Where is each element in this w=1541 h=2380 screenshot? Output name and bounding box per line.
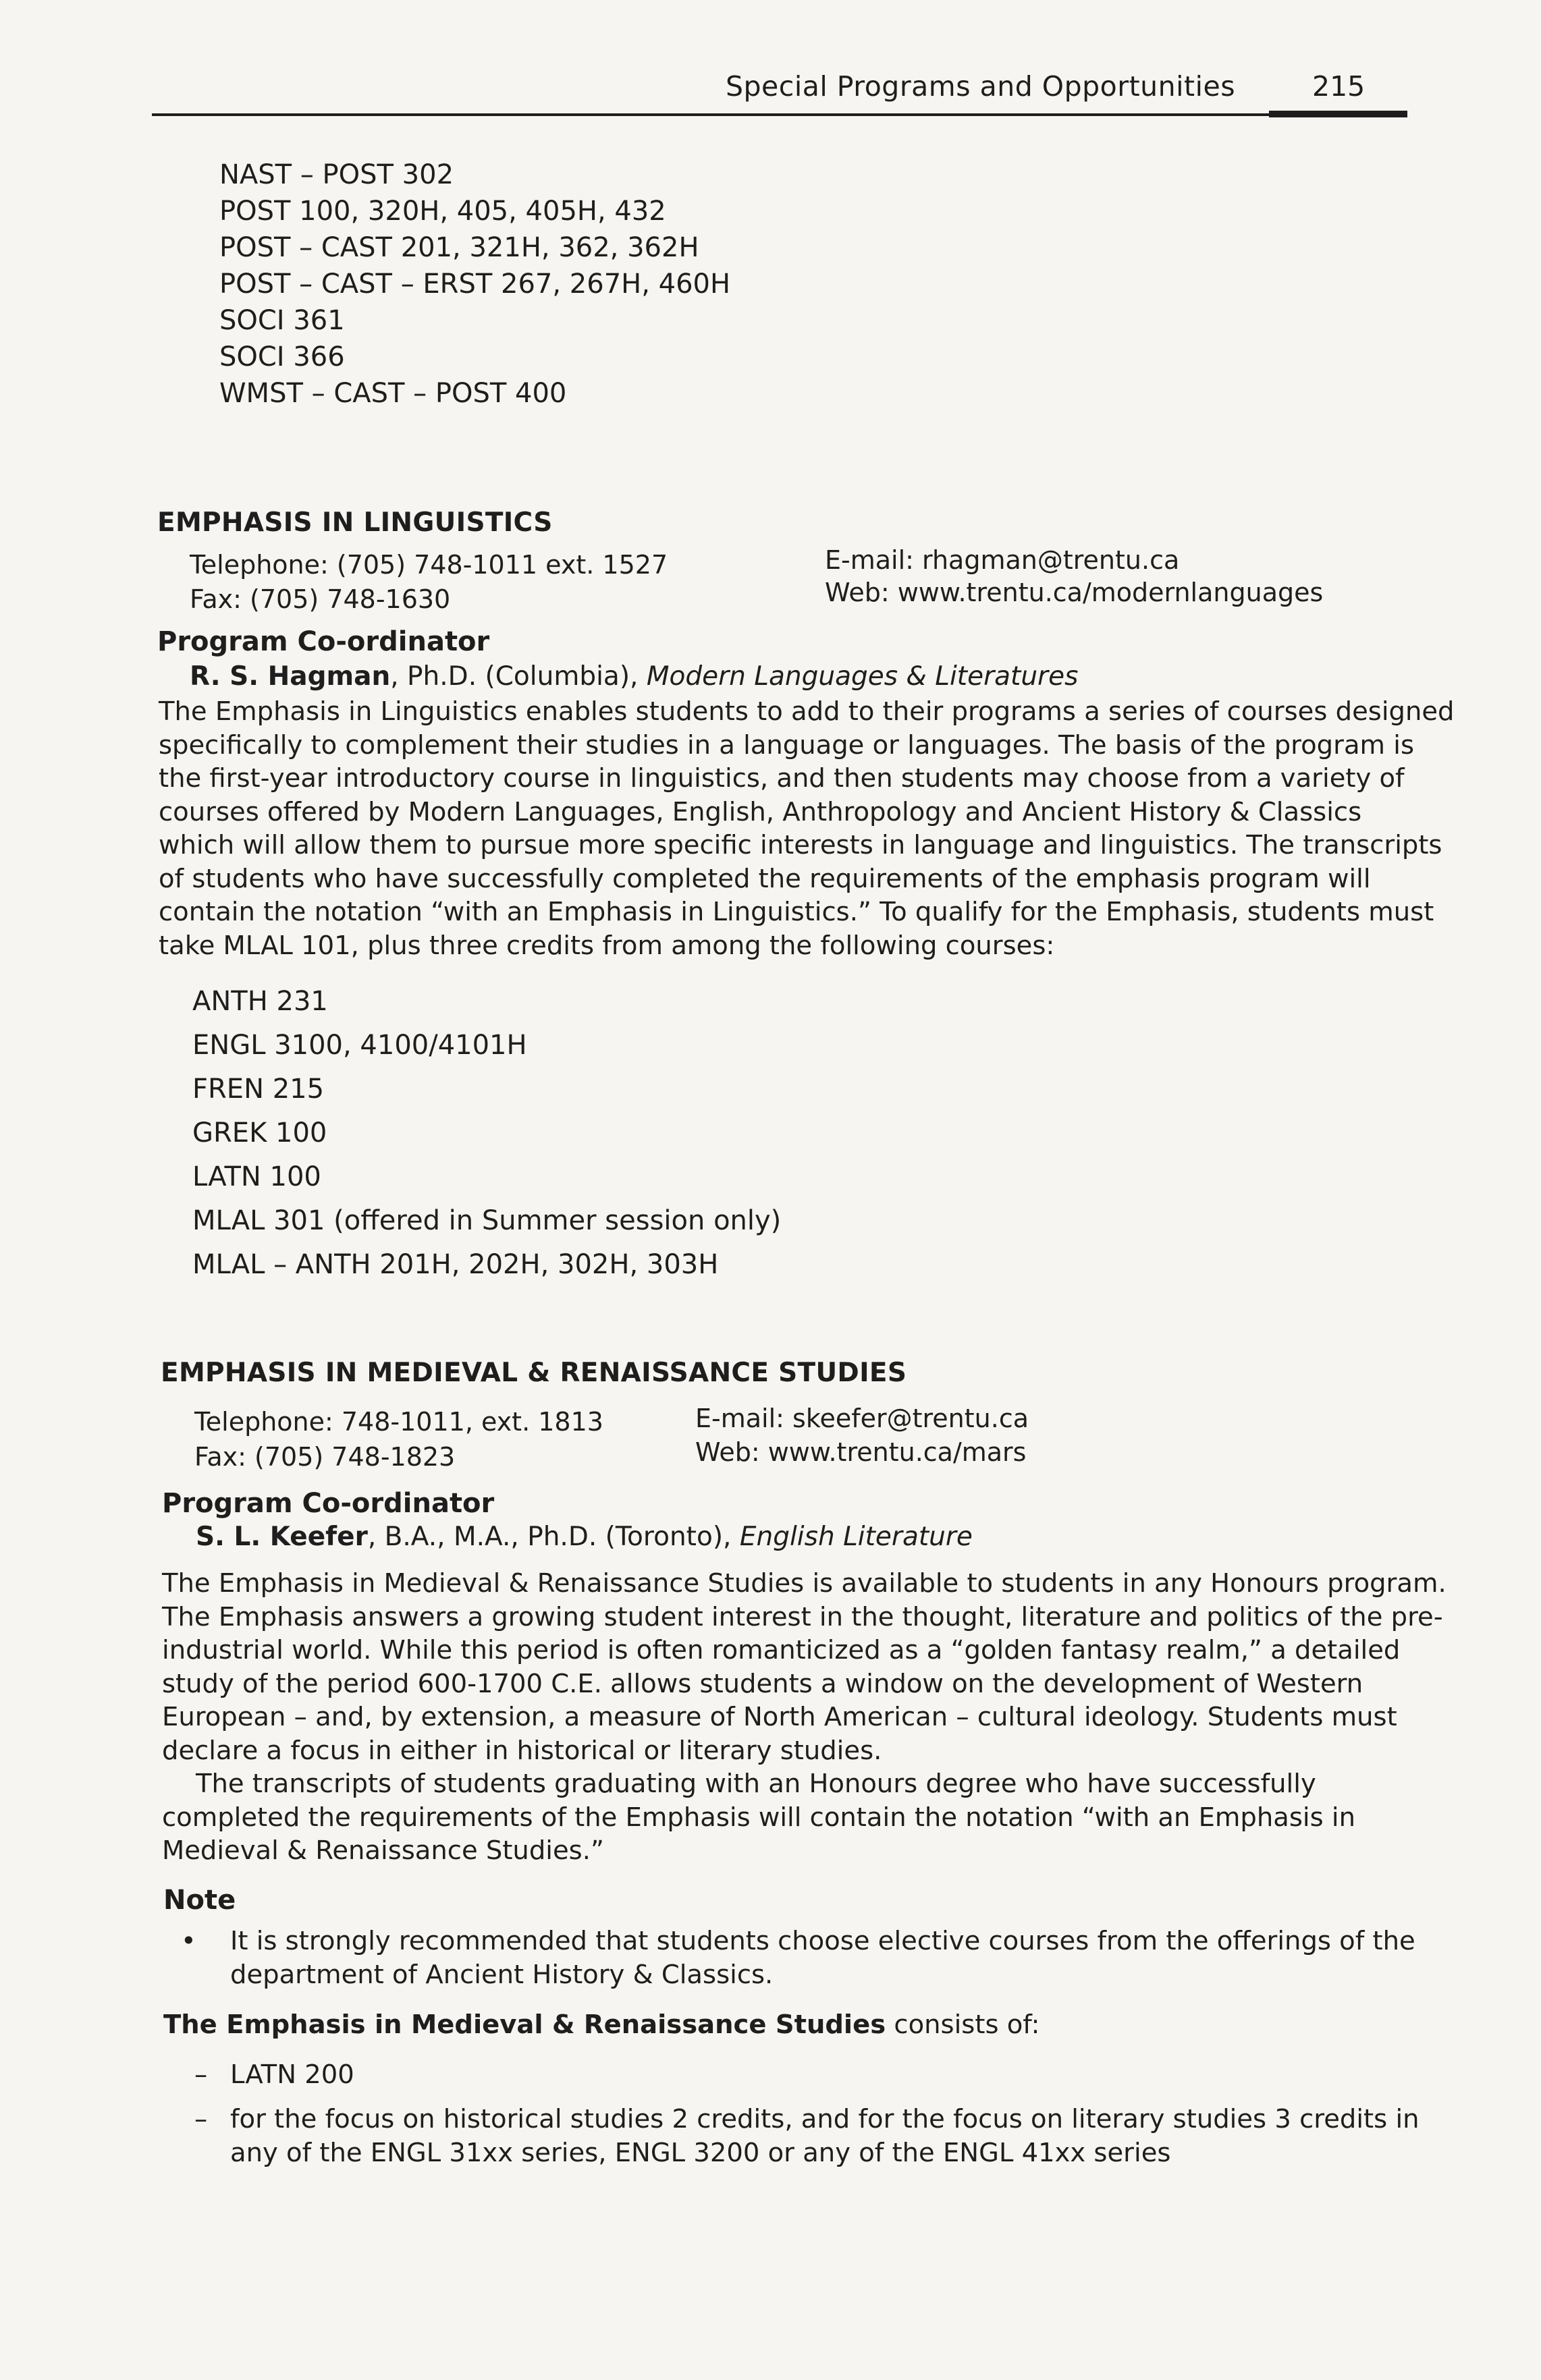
paragraph-line: declare a focus in either in historical or literary studies. [162, 1735, 882, 1766]
paragraph-line: study of the period 600-1700 C.E. allows students a window on the development of Western [162, 1668, 1363, 1699]
list-item: LATN 100 [192, 1161, 321, 1192]
note-bullet-line: It is strongly recommended that students choose elective courses from the offerings of the [230, 1926, 1415, 1956]
page-number: 215 [1312, 70, 1366, 103]
paragraph-line: European – and, by extension, a measure of North American – cultural ideology. Students must [162, 1702, 1397, 1732]
paragraph-line: Medieval & Renaissance Studies.” [162, 1835, 604, 1866]
list-item: GREK 100 [192, 1117, 327, 1149]
list-item: POST 100, 320H, 405, 405H, 432 [219, 196, 666, 227]
medieval-heading: EMPHASIS IN MEDIEVAL & RENAISSANCE STUDIES [161, 1358, 907, 1388]
dash-icon: – [194, 2104, 208, 2134]
header-rule [152, 113, 1407, 116]
top-course-list [219, 157, 1232, 412]
header-rule-accent [1269, 111, 1407, 117]
list-item: MLAL 301 (offered in Summer session only) [192, 1205, 782, 1236]
paragraph-line: completed the requirements of the Emphasis will contain the notation “with an Emphasis in [162, 1802, 1356, 1833]
linguistics-coordinator [190, 661, 1078, 692]
bullet-icon: • [181, 1926, 196, 1956]
linguistics-web: Web: www.trentu.ca/modernlanguages [825, 578, 1324, 607]
list-item: WMST – CAST – POST 400 [219, 378, 567, 409]
linguistics-fax: Fax: (705) 748-1630 [190, 584, 451, 614]
medieval-email: E-mail: skeefer@trentu.ca [695, 1404, 1029, 1433]
list-item: SOCI 361 [219, 305, 345, 336]
linguistics-paragraph [159, 695, 1455, 962]
linguistics-coordinator-label: Program Co-ordinator [157, 626, 490, 657]
medieval-coordinator [196, 1522, 973, 1552]
list-item: POST – CAST 201, 321H, 362, 362H [219, 232, 699, 263]
list-item: ENGL 3100, 4100/4101H [192, 1030, 527, 1061]
list-item: any of the ENGL 31xx series, ENGL 3200 or any of the ENGL 41xx series [230, 2138, 1171, 2168]
medieval-web: Web: www.trentu.ca/mars [695, 1437, 1027, 1467]
list-item: ANTH 231 [192, 986, 328, 1017]
coordinator-degree: , Ph.D. (Columbia), [390, 661, 647, 692]
list-item: for the focus on historical studies 2 credits, and for the focus on literary studies 3 credits in [230, 2104, 1420, 2134]
linguistics-email: E-mail: rhagman@trentu.ca [825, 545, 1180, 575]
paragraph-line: The Emphasis in Linguistics enables students to add to their programs a series of courses designed [159, 696, 1455, 727]
running-head: Special Programs and Opportunities [726, 70, 1236, 103]
list-item: FREN 215 [192, 1074, 325, 1105]
paragraph-line: The Emphasis answers a growing student interest in the thought, literature and politics of the pre- [162, 1601, 1443, 1632]
list-item: LATN 200 [230, 2059, 354, 2090]
coordinator-department: Modern Languages & Literatures [646, 661, 1079, 692]
medieval-paragraph-1 [162, 1567, 1447, 1767]
consists-of-rest: consists of: [886, 2010, 1040, 2040]
linguistics-course-list [192, 980, 1205, 1287]
medieval-fax: Fax: (705) 748-1823 [194, 1442, 456, 1472]
coordinator-name: R. S. Hagman [190, 661, 391, 692]
paragraph-line: specifically to complement their studies in a language or languages. The basis of the program is [159, 729, 1415, 760]
linguistics-telephone: Telephone: (705) 748-1011 ext. 1527 [190, 550, 668, 580]
paragraph-line: industrial world. While this period is often romanticized as a “golden fantasy realm,” a detailed [162, 1635, 1401, 1665]
note-bullet-line: department of Ancient History & Classics. [230, 1960, 774, 1990]
coordinator-degree: , B.A., M.A., Ph.D. (Toronto), [367, 1522, 740, 1552]
paragraph-line: The Emphasis in Medieval & Renaissance Studies is available to students in any Honours program. [162, 1568, 1447, 1599]
consists-of-line [163, 2008, 1039, 2042]
paragraph-line: The transcripts of students graduating with an Honours degree who have successfully [196, 1769, 1316, 1799]
linguistics-heading: EMPHASIS IN LINGUISTICS [157, 507, 553, 538]
paragraph-line: which will allow them to pursue more specific interests in language and linguistics. The transcripts [159, 830, 1442, 860]
paragraph-line: take MLAL 101, plus three credits from among the following courses: [159, 930, 1055, 961]
medieval-paragraph-2 [162, 1767, 1397, 1868]
coordinator-department: English Literature [739, 1522, 973, 1552]
paragraph-line: the first-year introductory course in linguistics, and then students may choose from a variety of [159, 763, 1405, 794]
coordinator-name: S. L. Keefer [196, 1522, 368, 1552]
list-item: SOCI 366 [219, 341, 345, 372]
list-item: NAST – POST 302 [219, 159, 454, 190]
consists-of-bold: The Emphasis in Medieval & Renaissance Studies [163, 2010, 886, 2040]
medieval-coordinator-label: Program Co-ordinator [162, 1488, 495, 1519]
medieval-telephone: Telephone: 748-1011, ext. 1813 [194, 1407, 603, 1437]
dash-icon: – [194, 2059, 208, 2090]
list-item: MLAL – ANTH 201H, 202H, 302H, 303H [192, 1249, 719, 1280]
paragraph-line: of students who have successfully completed the requirements of the emphasis program will [159, 863, 1371, 894]
note-label: Note [163, 1885, 236, 1916]
paragraph-line: courses offered by Modern Languages, English, Anthropology and Ancient History & Classics [159, 796, 1362, 827]
list-item: POST – CAST – ERST 267, 267H, 460H [219, 269, 731, 300]
paragraph-line: contain the notation “with an Emphasis in Linguistics.” To qualify for the Emphasis, students must [159, 897, 1434, 927]
